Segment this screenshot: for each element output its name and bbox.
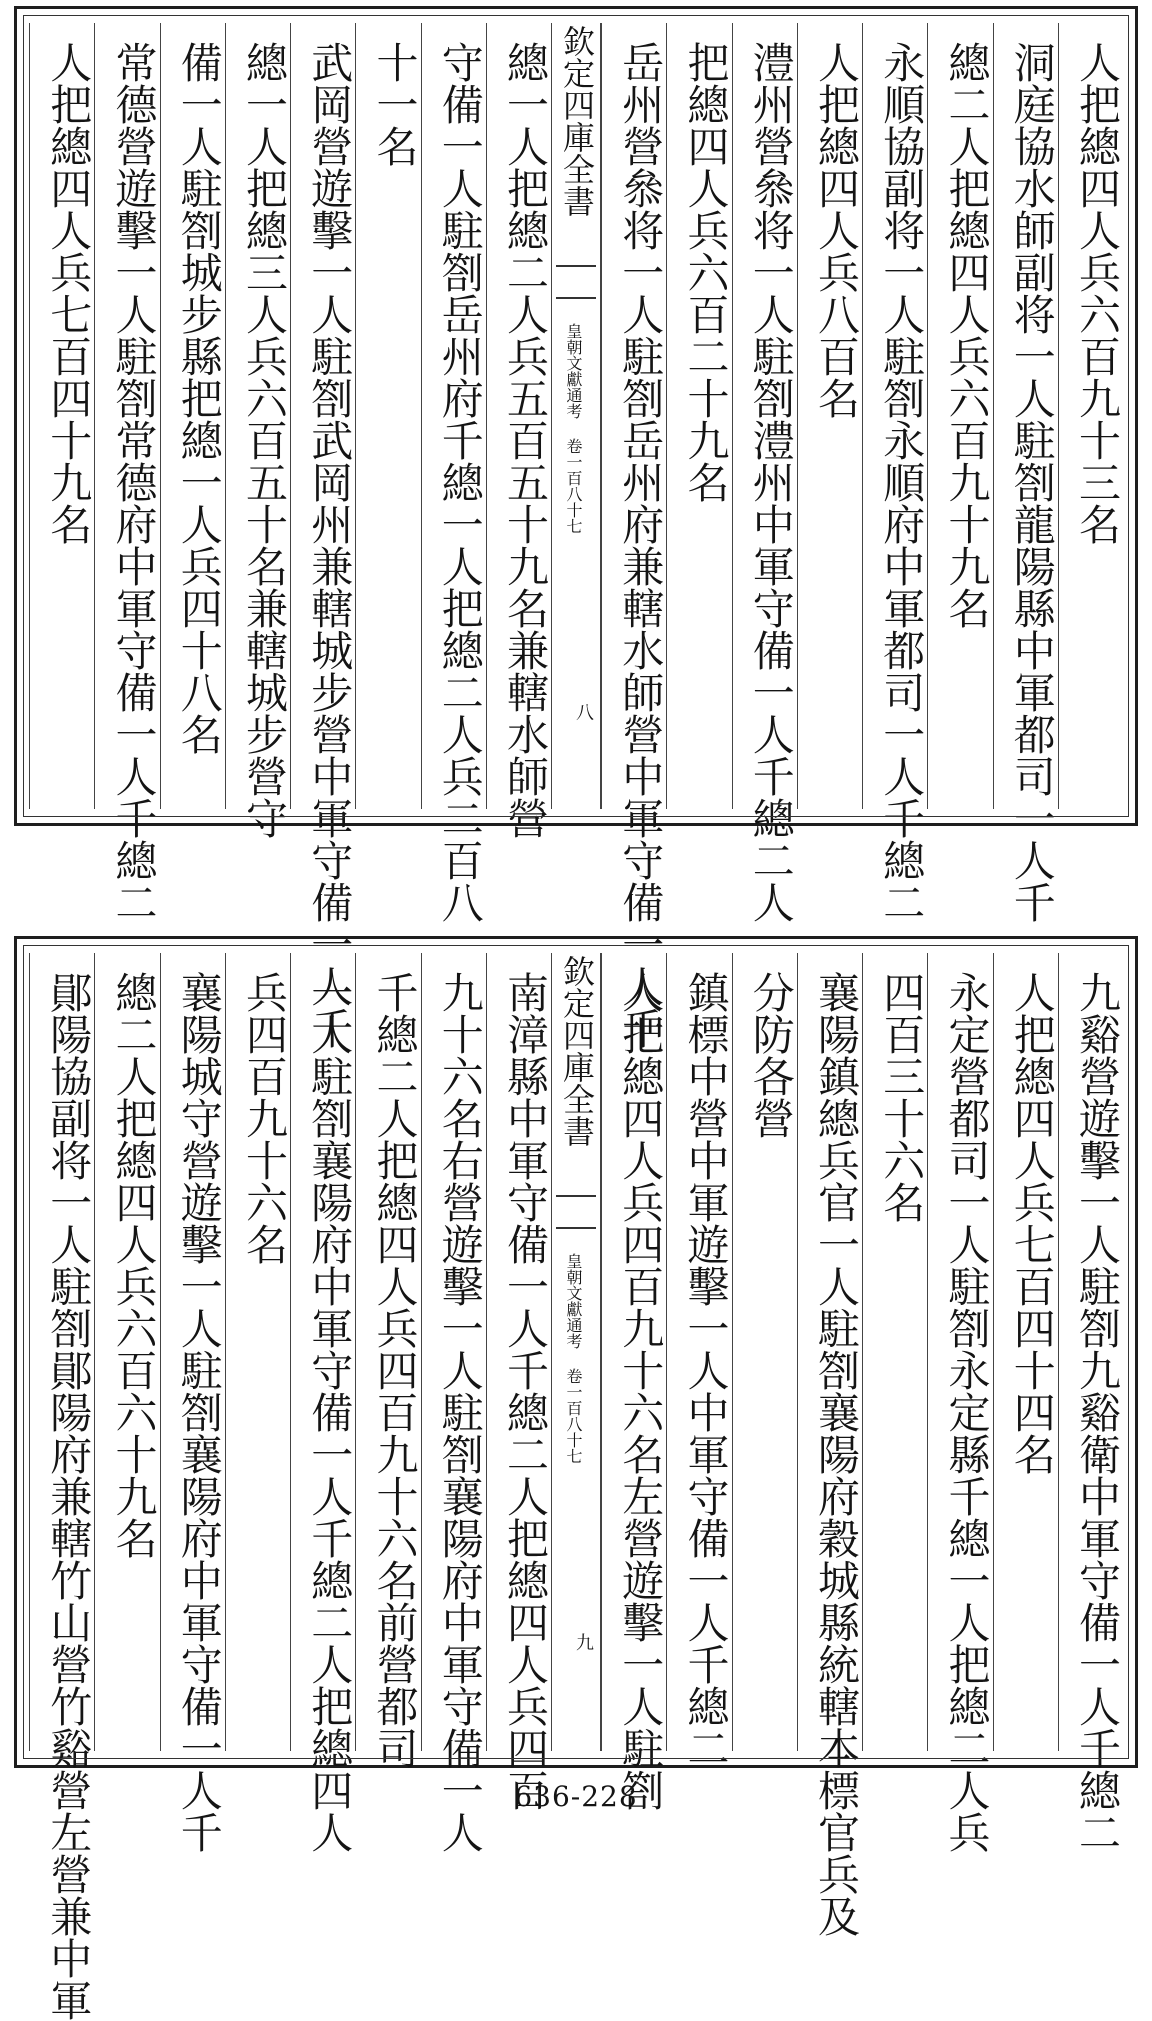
text-column (993, 23, 1058, 923)
column-text: 總二人把總四人兵六百九十九名 (942, 41, 992, 629)
text-column (290, 953, 355, 1853)
text-column (666, 953, 731, 1769)
text-column (421, 953, 486, 1853)
text-column (927, 23, 992, 809)
center-page: 八 (573, 703, 594, 721)
fishtail-mark (556, 1195, 596, 1229)
text-column (160, 953, 225, 1853)
center-page: 九 (573, 1633, 594, 1651)
upper-page (14, 6, 1138, 1049)
column-text: 鎮標中營中軍遊擊一人中軍守備一人千總二 (681, 971, 731, 1769)
center-title: 欽定四庫全書 (558, 25, 596, 217)
page-number: 636-228 (514, 1780, 638, 1813)
column-text: 十一名 (370, 41, 420, 167)
column-text: 總一人把總三人兵六百五十名兼轄城步營守 (240, 41, 289, 839)
column-text: 兵四百九十六名 (240, 971, 289, 1265)
column-text: 總一人把總二人兵五百五十九名兼轄水師營 (501, 41, 550, 839)
text-column (797, 953, 862, 1937)
text-column (355, 23, 420, 809)
column-text: 鄖陽協副将一人駐劄鄖陽府兼轄竹山營竹谿營左營兼中軍 (44, 971, 94, 2021)
column-text: 永順協副将一人駐劄永順府中軍都司一人千總二 (877, 41, 927, 923)
text-column (486, 23, 551, 839)
column-text: 洞庭協水師副将一人駐劄龍陽縣中軍都司一人千 (1007, 41, 1057, 923)
text-column (601, 23, 666, 1049)
column-text: 常德營遊擊一人駐劄常德府中軍守備一人千總二 (109, 41, 159, 923)
text-column (732, 953, 797, 1751)
column-text: 總二人把總四人兵六百六十九名 (109, 971, 159, 1559)
text-column (290, 23, 355, 1049)
text-column (797, 23, 862, 809)
text-column (862, 953, 927, 1751)
text-column (94, 953, 159, 1751)
text-column (862, 23, 927, 923)
text-column (666, 23, 731, 809)
text-column (732, 23, 797, 923)
text-column (29, 23, 94, 809)
column-text: 人把總四人兵六百九十三名 (1073, 41, 1122, 545)
center-fold (551, 953, 601, 1751)
column-text: 襄陽鎮總兵官一人駐劄襄陽府穀城縣統轄本標官兵及 (812, 971, 861, 1937)
column-text: 一人駐劄襄陽府中軍守備一人千總二人把總四人 (305, 971, 355, 1853)
text-column (355, 953, 420, 1769)
text-column (94, 23, 159, 923)
column-text: 襄陽城守營遊擊一人駐劄襄陽府中軍守備一人千 (174, 971, 224, 1853)
column-text: 九谿營遊擊一人駐劄九谿衛中軍守備一人千總二 (1073, 971, 1122, 1853)
text-column (927, 953, 992, 1853)
column-text: 人把總四人兵八百名 (812, 41, 861, 419)
column-text: 人把總四人兵四百九十六名左營遊擊一人駐劄 (616, 971, 666, 1811)
column-text: 把總四人兵六百二十九名 (681, 41, 731, 503)
column-text: 守備一人駐劄岳州府千總一人把總二人兵二百八 (435, 41, 485, 923)
text-column (1058, 23, 1123, 809)
text-column (29, 953, 94, 2021)
text-column (160, 23, 225, 809)
text-column (225, 953, 290, 1751)
column-text: 岳州營叅将一人駐劄岳州府兼轄水師營中軍守備一人千 (616, 41, 666, 1049)
column-text: 人把總四人兵七百四十九名 (44, 41, 94, 545)
column-text: 九十六名右營遊擊一人駐劄襄陽府中軍守備一人 (435, 971, 485, 1853)
text-column (993, 953, 1058, 1751)
center-subtitle: 皇朝文獻通考 卷一百八十七 (564, 1253, 583, 1464)
column-text: 武岡營遊擊一人駐劄武岡州兼轄城步營中軍守備一人千 (305, 41, 355, 1049)
column-text: 四百三十六名 (877, 971, 927, 1223)
column-text: 備一人駐劄城步縣把總一人兵四十八名 (174, 41, 224, 755)
center-title: 欽定四庫全書 (558, 955, 596, 1147)
center-fold (551, 23, 601, 809)
column-text: 永定營都司一人駐劄永定縣千總一人把總二人兵 (942, 971, 992, 1853)
text-column (225, 23, 290, 839)
column-text: 人把總四人兵七百四十四名 (1007, 971, 1057, 1475)
center-subtitle: 皇朝文獻通考 卷一百八十七 (564, 323, 583, 534)
text-column (1058, 953, 1123, 1853)
text-column (486, 953, 551, 1811)
column-text: 分防各營 (746, 971, 796, 1139)
text-column (421, 23, 486, 923)
column-text: 澧州營叅将一人駐劄澧州中軍守備一人千總二人 (746, 41, 796, 923)
fishtail-mark (556, 265, 596, 299)
text-column (601, 953, 666, 1811)
column-text: 南漳縣中軍守備一人千總二人把總四人兵四百 (501, 971, 550, 1811)
column-text: 千總二人把總四人兵四百九十六名前營都司 (370, 971, 420, 1769)
